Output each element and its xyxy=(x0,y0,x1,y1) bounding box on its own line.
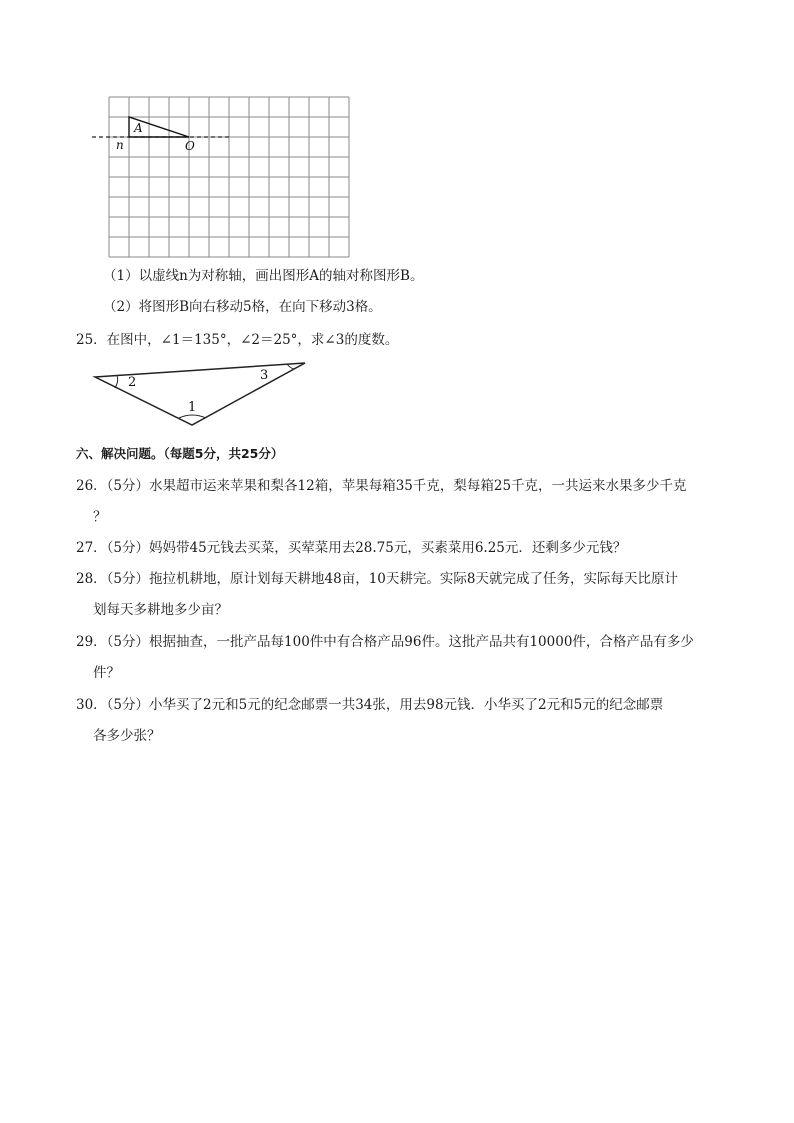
angle-label-2: 2 xyxy=(128,375,137,390)
problem-30-line2: 各多少张？ xyxy=(93,728,161,744)
problem-29-line1: 29．（5分）根据抽查，一批产品每100件中有合格产品96件。这批产品共有10000件，合格产品有多少 xyxy=(76,634,694,650)
section-6-heading: 六、解决问题。（每题5分，共25分） xyxy=(76,446,284,461)
q25-text: 25．在图中，∠1＝135°，∠2＝25°，求∠3的度数。 xyxy=(76,332,399,348)
triangle-figure xyxy=(88,358,314,432)
problem-26-line2: ？ xyxy=(93,509,107,525)
problem-26-line1: 26．（5分）水果超市运来苹果和梨各12箱，苹果每箱35千克，梨每箱25千克，一共运来水果多少千克 xyxy=(76,478,687,494)
angle-2-arc xyxy=(115,376,118,388)
label-o: O xyxy=(185,139,195,153)
q24-part2: （2）将图形B向右移动5格，在向下移动3格。 xyxy=(103,299,382,315)
grid-figure xyxy=(90,94,352,260)
label-a: A xyxy=(134,121,143,135)
angle-label-1: 1 xyxy=(188,400,197,415)
problem-27-line1: 27．（5分）妈妈带45元钱去买菜，买荤菜用去28.75元，买素菜用6.25元．还剩多少元钱？ xyxy=(76,540,627,556)
label-n: n xyxy=(116,138,124,152)
q24-part1: （1）以虚线n为对称轴，画出图形A的轴对称图形B。 xyxy=(103,268,424,284)
grid-lines xyxy=(109,97,349,257)
problem-30-line1: 30．（5分）小华买了2元和5元的纪念邮票一共34张，用去98元钱．小华买了2元和5元的纪念邮票 xyxy=(76,697,664,713)
problem-28-line1: 28．（5分）拖拉机耕地，原计划每天耕地48亩，10天耕完。实际8天就完成了任务，实际每天比原计 xyxy=(76,571,678,587)
problem-29-line2: 件？ xyxy=(93,665,120,681)
angle-1-arc xyxy=(179,415,206,418)
problem-28-line2: 划每天多耕地多少亩？ xyxy=(93,602,228,618)
angle-label-3: 3 xyxy=(260,368,269,383)
angle-3-arc xyxy=(287,364,294,369)
